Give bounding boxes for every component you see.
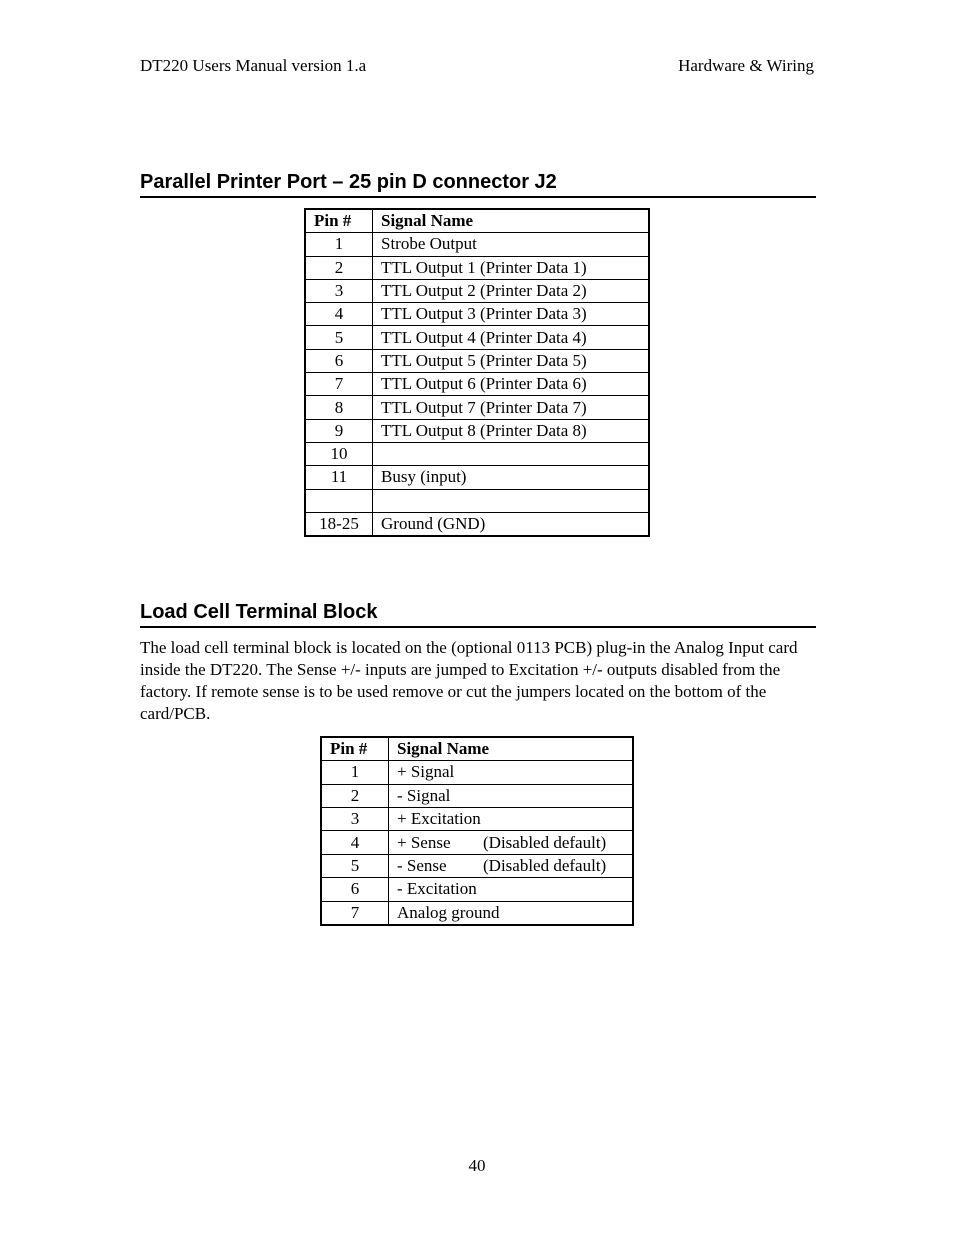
signal-name-cell: [389, 831, 634, 854]
signal-name-cell: TTL Output 1 (Printer Data 1): [373, 256, 650, 279]
table-row: [305, 279, 649, 302]
table-row: [305, 489, 649, 512]
pin-cell: 5: [321, 854, 389, 877]
table-row: [305, 233, 649, 256]
table-header-row: [321, 737, 633, 761]
signal-name-cell: TTL Output 7 (Printer Data 7): [373, 396, 650, 419]
pin-cell: 1: [321, 761, 389, 784]
signal-name-cell: [373, 442, 650, 465]
parallel-port-heading: Parallel Printer Port – 25 pin D connector J2: [140, 170, 816, 198]
pin-cell: 8: [305, 396, 373, 419]
parallel-table-body: [305, 233, 649, 536]
pin-cell: 3: [305, 279, 373, 302]
table-row: [321, 854, 633, 877]
table-row: [305, 512, 649, 536]
pin-cell: 2: [305, 256, 373, 279]
load-cell-table-body: [321, 761, 633, 925]
table-row: [321, 878, 633, 901]
column-header-signal: Signal Name: [389, 737, 634, 761]
header-section-title: Hardware & Wiring: [678, 56, 814, 75]
pin-cell: 18-25: [305, 512, 373, 536]
signal-name-cell: Busy (input): [373, 466, 650, 489]
column-header-pin: Pin #: [305, 209, 373, 233]
signal-label: + Sense: [397, 832, 451, 852]
page-header: [140, 56, 814, 78]
signal-name-cell: TTL Output 5 (Printer Data 5): [373, 349, 650, 372]
pin-cell: 11: [305, 466, 373, 489]
table-row: [321, 831, 633, 854]
column-header-signal: Signal Name: [373, 209, 650, 233]
table-row: [321, 808, 633, 831]
signal-name-cell: TTL Output 8 (Printer Data 8): [373, 419, 650, 442]
pin-cell: 4: [321, 831, 389, 854]
pin-cell: 6: [305, 349, 373, 372]
signal-name-cell: TTL Output 2 (Printer Data 2): [373, 279, 650, 302]
signal-name-cell: [373, 489, 650, 512]
signal-name-cell: TTL Output 3 (Printer Data 3): [373, 303, 650, 326]
pin-cell: 9: [305, 419, 373, 442]
parallel-port-table: [304, 208, 650, 537]
table-row: [321, 901, 633, 925]
pin-cell: 1: [305, 233, 373, 256]
table-row: [321, 761, 633, 784]
pin-cell: 7: [321, 901, 389, 925]
pin-cell: 3: [321, 808, 389, 831]
pin-cell: 2: [321, 784, 389, 807]
signal-name-cell: - Signal: [389, 784, 634, 807]
pin-cell: 6: [321, 878, 389, 901]
signal-name-cell: [389, 854, 634, 877]
table-row: [321, 784, 633, 807]
signal-name-cell: TTL Output 6 (Printer Data 6): [373, 373, 650, 396]
table-row: [305, 373, 649, 396]
signal-note: (Disabled default): [483, 856, 607, 876]
table-row: [305, 303, 649, 326]
load-cell-description: The load cell terminal block is located on the (optional 0113 PCB) plug-in the Analog Input card inside the DT220. The Sense +/- inputs are jumped to Excitation +/- outputs disabled from the factory. If remote sense is to be used remove or cut the jumpers located on the bottom of the card/PCB.: [140, 638, 798, 723]
table-row: [305, 396, 649, 419]
signal-name-cell: + Excitation: [389, 808, 634, 831]
pin-cell: [305, 489, 373, 512]
table-row: [305, 256, 649, 279]
table-row: [305, 419, 649, 442]
pin-cell: 7: [305, 373, 373, 396]
load-cell-table: [320, 736, 634, 926]
pin-cell: 5: [305, 326, 373, 349]
pin-cell: 4: [305, 303, 373, 326]
table-row: [305, 349, 649, 372]
signal-label: - Sense: [397, 856, 447, 876]
table-row: [305, 466, 649, 489]
table-header-row: [305, 209, 649, 233]
signal-note: (Disabled default): [483, 832, 607, 852]
header-document-title: DT220 Users Manual version 1.a: [140, 56, 367, 75]
signal-name-cell: Strobe Output: [373, 233, 650, 256]
signal-name-cell: - Excitation: [389, 878, 634, 901]
pin-cell: 10: [305, 442, 373, 465]
signal-name-cell: TTL Output 4 (Printer Data 4): [373, 326, 650, 349]
signal-name-cell: Analog ground: [389, 901, 634, 925]
signal-name-cell: Ground (GND): [373, 512, 650, 536]
column-header-pin: Pin #: [321, 737, 389, 761]
table-row: [305, 326, 649, 349]
signal-name-cell: + Signal: [389, 761, 634, 784]
table-row: [305, 442, 649, 465]
page-number: 40: [468, 1156, 486, 1175]
load-cell-heading: Load Cell Terminal Block: [140, 600, 816, 628]
